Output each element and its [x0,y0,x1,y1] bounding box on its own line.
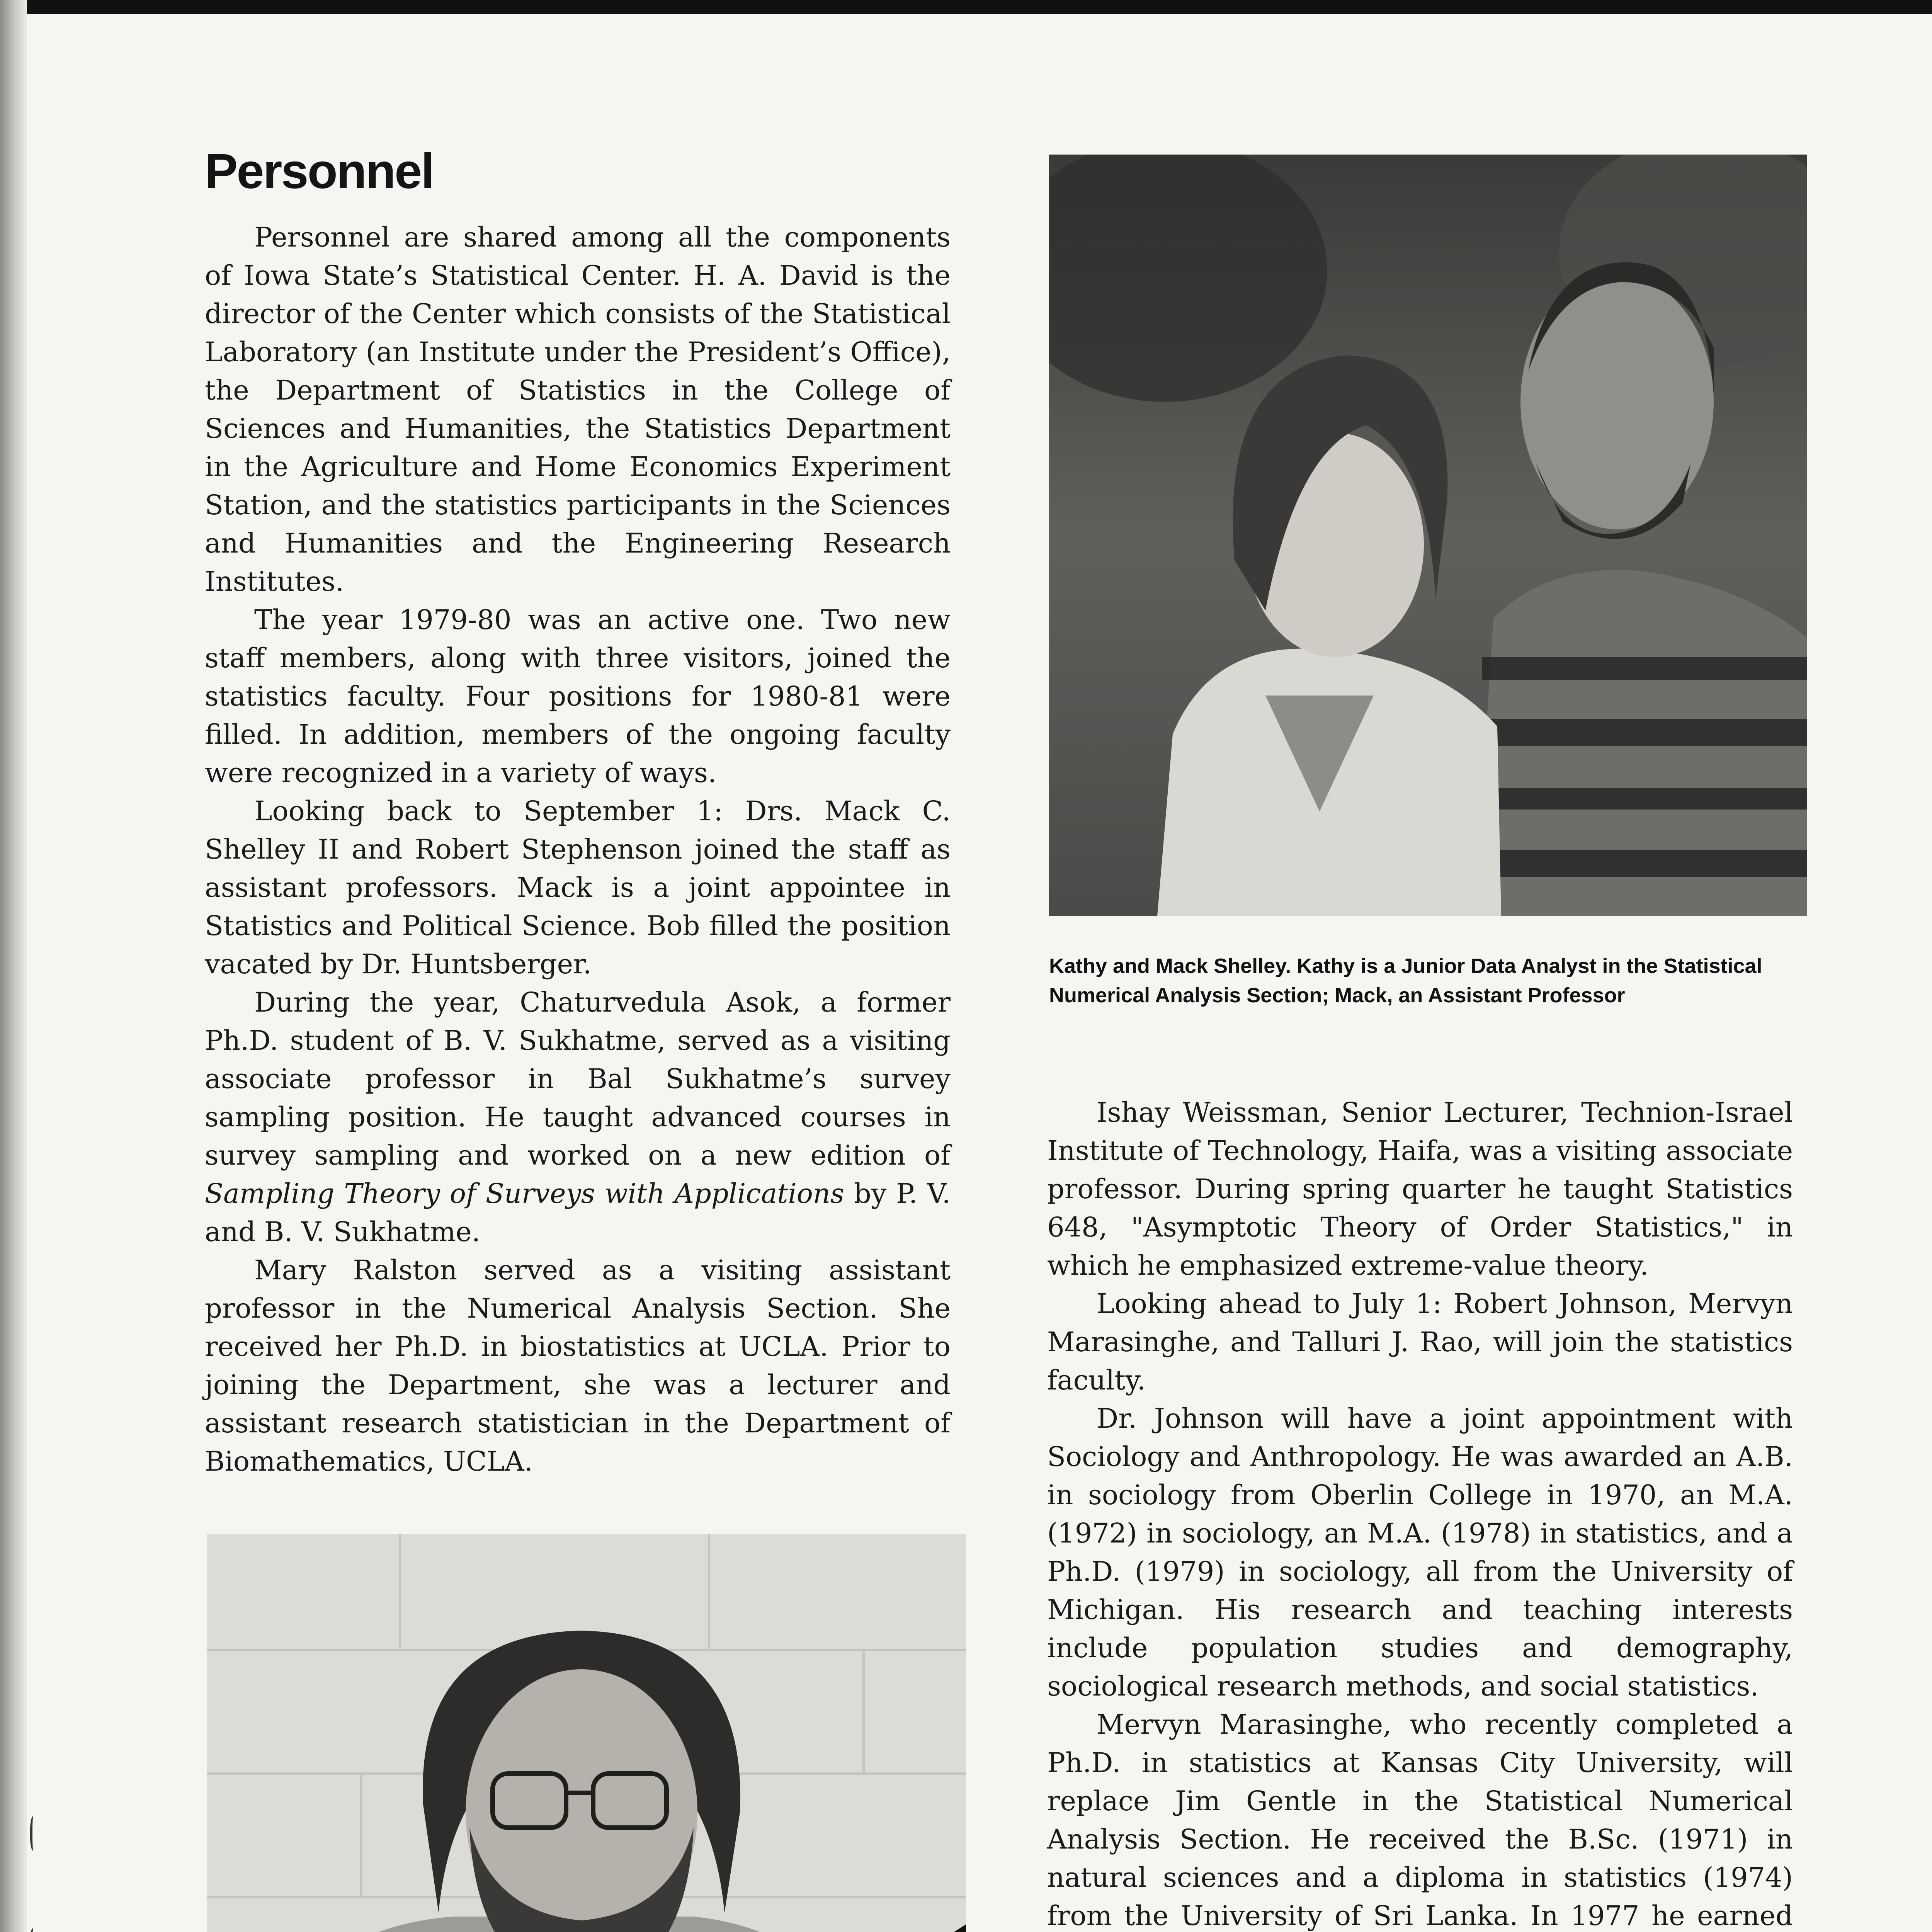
shelleys-caption: Kathy and Mack Shelley. Kathy is a Junior Data Analyst in the Statistical Numerical Analysis Section; Mack, an Assistant Professor [1049,954,1762,1007]
binding-mark [30,1928,38,1932]
left-text-column [205,218,951,1481]
asok-tail: by P. V. and B. V. Sukhatme. [205,1178,951,1248]
photo-kathy-and-mack-shelley [1049,155,1807,916]
book-title: Sampling Theory of Surveys with Applications [205,1178,844,1209]
binding-mark [30,1816,38,1851]
photo-bob-stephenson [207,1534,966,1932]
paragraph-ralston: Mary Ralston served as a visiting assistant professor in the Numerical Analysis Section. She received her Ph.D. in biostatistics at UCLA. Prior to joining the Department, she was a lecturer and assistant research statistician in the Department of Biomathematics, UCLA. [205,1254,951,1477]
page-title: Personnel [205,144,434,199]
paragraph-weissman: Ishay Weissman, Senior Lecturer, Technion-Israel Institute of Technology, Haifa, was a visiting associate professor. During spring quarter he taught Statistics 648, "Asymptotic Theory of Order Statistics," in which he emphasized extreme-value theory. [1047,1097,1793,1281]
paragraph-johnson: Dr. Johnson will have a joint appointment with Sociology and Anthropology. He was awarded an A.B. in sociology from Oberlin College in 1970, an M.A. (1972) in sociology, an M.A. (1978) in statistics, and a Ph.D. (1979) in sociology, all from the University of Michigan. His research and teaching interests include population studies and demography, sociological research methods, and social statistics. [1047,1403,1793,1702]
right-text-column [1047,1094,1793,1932]
binding-spine [0,0,27,1932]
paragraph-marasinghe: Mervyn Marasinghe, who recently completed a Ph.D. in statistics at Kansas City University, will replace Jim Gentle in the Statistical Numerical Analysis Section. He received the B.Sc. (1971) in natural sciences and a diploma in statistics (1974) from the University of Sri Lanka. In 1977 he earned [1047,1709,1793,1932]
paragraph-intro: Personnel are shared among all the components of Iowa State’s Statistical Center. H. A. David is the director of the Center which consists of the Statistical Laboratory (an Institute under the President’s Office), the Department of Statistics in the College of Sciences and Humanities, the Statistics Department in the Agriculture and Home Economics Experiment Station, and the statistics participants in the Sciences and Humanities and the Engineering Research Institutes. [205,221,951,597]
stephenson-photo-illustration [207,1534,966,1932]
paragraph-looking-ahead: Looking ahead to July 1: Robert Johnson, Mervyn Marasinghe, and Talluri J. Rao, will join the statistics faculty. [1047,1288,1793,1396]
shelleys-photo-illustration [1049,155,1807,916]
paragraph-asok [205,983,951,1251]
paragraph-new-staff: Looking back to September 1: Drs. Mack C. Shelley II and Robert Stephenson joined the staff as assistant professors. Mack is a joint appointee in Statistics and Political Science. Bob filled the position vacated by Dr. Huntsberger. [205,795,951,980]
asok-text: During the year, Chaturvedula Asok, a former Ph.D. student of B. V. Sukhatme, served as a visiting associate professor in Bal Sukhatme’s survey sampling position. He taught advanced courses in survey sampling and worked on a new edition of [205,986,951,1171]
paragraph-year-summary: The year 1979-80 was an active one. Two new staff members, along with three visitors, joined the statistics faculty. Four positions for 1980-81 were filled. In addition, members of the ongoing faculty were recognized in a variety of ways. [205,604,951,789]
page-top-edge [0,0,1932,14]
